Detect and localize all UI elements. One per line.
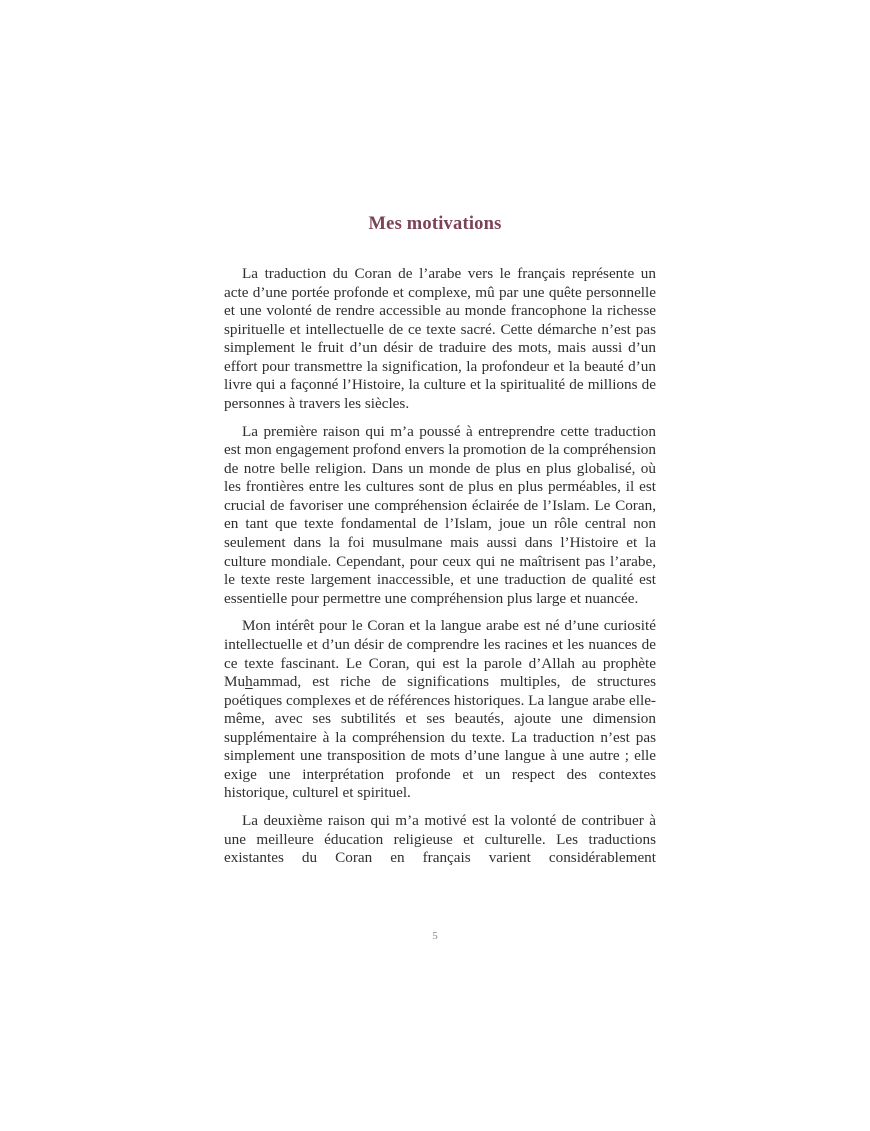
paragraph-3-part-1: Mon intérêt pour le Coran et la langue arabe est né d’une curiosité intellectuelle et d’un désir de comprendre les racines et les nuances de ce texte fascinant. Le Coran, qui est la parole d’Allah au prophète Mu: [224, 617, 656, 691]
body-text: [224, 265, 656, 877]
paragraph-2: La première raison qui m’a poussé à entreprendre cette traduction est mon engagement profond envers la promotion de la compréhension de notre belle religion. Dans un monde de plus en plus globalisé, où les frontières entre les cultures sont de plus en plus perméables, il est crucial de favoriser une compréhension éclairée de l’Islam. Le Coran, en tant que texte fondamental de l’Islam, joue un rôle central non seulement dans la foi musulmane mais aussi dans l’Histoire et la culture mondiale. Cependant, pour ceux qui ne maîtrisent pas l’arabe, le texte reste largement inaccessible, et une traduction de qualité est essentielle pour permettre une compréhension plus large et nuancée.: [224, 422, 656, 607]
page-number: 5: [432, 930, 438, 942]
paragraph-3-part-2: ammad, est riche de significations multiples, de structures poétiques complexes et de références historiques. La langue arabe elle-même, avec ses subtilités et ses beautés, ajoute une dimension supplémentaire à la compréhension du texte. La traduction n’est pas simplement une transposition de mots d’une langue à une autre ; elle exige une interprétation profonde et un respect des contextes historique, culturel et spirituel.: [224, 673, 656, 802]
paragraph-3: [224, 617, 656, 802]
transliteration-underline: h: [245, 673, 253, 691]
page-title: Mes motivations: [368, 214, 502, 234]
paragraph-4: La deuxième raison qui m’a motivé est la volonté de contribuer à une meilleure éducation religieuse et culturelle. Les traductions existantes du Coran en français varient considérablement: [224, 812, 656, 867]
paragraph-1: La traduction du Coran de l’arabe vers le français représente un acte d’une portée profonde et complexe, mû par une quête personnelle et une volonté de rendre accessible au monde francophone la richesse spirituelle et intellectuelle de ce texte sacré. Cette démarche n’est pas simplement le fruit d’un désir de traduire des mots, mais aussi d’un effort pour transmettre la signification, la profondeur et la beauté d’un livre qui a façonné l’Histoire, la culture et la spiritualité de millions de personnes à travers les siècles.: [224, 265, 656, 412]
